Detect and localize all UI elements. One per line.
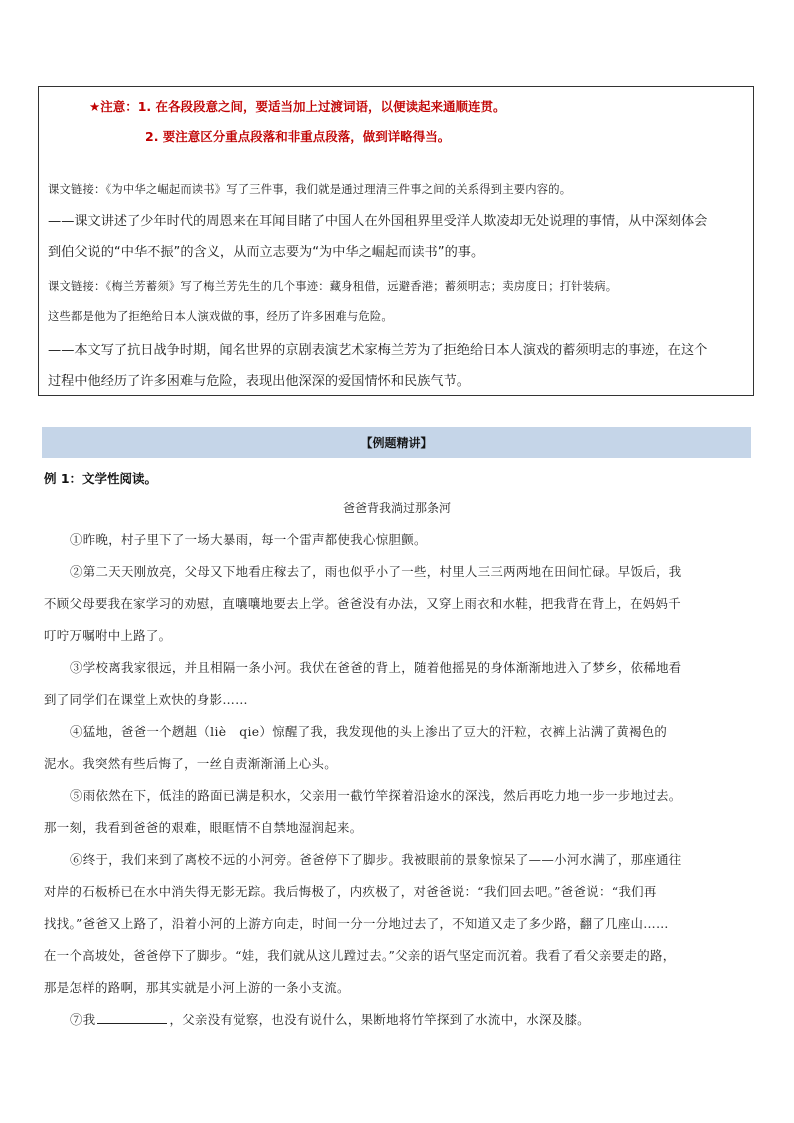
story-paragraph: 不顾父母要我在家学习的劝慰，直嚷嚷地要去上学。爸爸没有办法，又穿上雨衣和水鞋，把我背在背上，在妈妈千: [44, 596, 682, 611]
notes-box: [38, 86, 754, 396]
story-paragraph: ⑤雨依然在下，低洼的路面已满是积水，父亲用一截竹竿探着沿途水的深浅，然后再吃力地一步一步地过去。: [70, 788, 682, 803]
example-label: 例 1：文学性阅读。: [44, 471, 158, 486]
section-header: 【例题精讲】: [42, 427, 751, 458]
story-paragraph: ①昨晚，村子里下了一场大暴雨，每一个雷声都使我心惊胆颤。: [70, 532, 427, 547]
story-paragraph: ④猛地，爸爸一个趔趄（liè qie）惊醒了我，我发现他的头上渗出了豆大的汗粒，衣裤上沾满了黄褐色的: [70, 724, 668, 739]
story-paragraph: ③学校离我家很远，并且相隔一条小河。我伏在爸爸的背上，随着他摇晃的身体渐渐地进入了梦乡，依稀地看: [70, 660, 682, 675]
story-paragraph: 那是怎样的路啊，那其实就是小河上游的一条小支流。: [44, 980, 350, 995]
story-paragraph: 对岸的石板桥已在水中消失得无影无踪。我后悔极了，内疚极了，对爸爸说：“我们回去吧。”爸爸说：“我们再: [44, 884, 657, 899]
box-line: 课文链接：《为中华之崛起而读书》写了三件事，我们就是通过理清三件事之间的关系得到主要内容的。: [48, 183, 572, 196]
story-paragraph: 到了同学们在课堂上欢快的身影……: [44, 692, 248, 707]
story-paragraph: ⑥终于，我们来到了离校不远的小河旁。爸爸停下了脚步。我被眼前的景象惊呆了——小河水满了，那座通往: [70, 852, 682, 867]
box-line: ——课文讲述了少年时代的周恩来在耳闻目睹了中国人在外国租界里受洋人欺凌却无处说理的事情，从中深刻体会: [48, 214, 708, 229]
story-paragraph: 在一个高坡处，爸爸停下了脚步。“娃，我们就从这儿蹚过去。”父亲的语气坚定而沉着。我看了看父亲要走的路，: [44, 948, 676, 963]
paragraph-text: ，父亲没有觉察，也没有说什么，果断地将竹竿探到了水流中，水深及膝。: [169, 1012, 590, 1027]
story-paragraph: ②第二天天刚放亮，父母又下地看庄稼去了，雨也似乎小了一些，村里人三三两两地在田间忙碌。早饭后，我: [70, 564, 682, 579]
box-line: 课文链接：《梅兰芳蓄须》写了梅兰芳先生的几个事迹：藏身租借，远避香港；蓄须明志；卖房度日；打针装病。: [48, 280, 618, 293]
paragraph-text: ⑦我: [70, 1012, 96, 1027]
story-paragraph-last: [70, 1010, 590, 1028]
box-line: 这些都是他为了拒绝给日本人演戏做的事，经历了许多困难与危险。: [48, 310, 393, 323]
story-paragraph: 那一刻，我看到爸爸的艰难，眼眶情不自禁地湿润起来。: [44, 820, 363, 835]
box-line: 到伯父说的“中华不振”的含义，从而立志要为“为中华之崛起而读书”的事。: [48, 245, 485, 260]
note-line-2: 2. 要注意区分重点段落和非重点段落，做到详略得当。: [145, 129, 451, 144]
story-title: 爸爸背我淌过那条河: [342, 501, 451, 515]
note-line-1: ★注意：1. 在各段段意之间，要适当加上过渡词语，以便读起来通顺连贯。: [89, 99, 506, 114]
box-line: ——本文写了抗日战争时期，闻名世界的京剧表演艺术家梅兰芳为了拒绝给日本人演戏的蓄须明志的事迹，在这个: [48, 343, 708, 358]
box-line: 过程中他经历了许多困难与危险，表现出他深深的爱国情怀和民族气节。: [48, 374, 470, 389]
story-paragraph: 叮咛万嘱咐中上路了。: [44, 628, 172, 643]
story-paragraph: 泥水。我突然有些后悔了，一丝自责渐渐涌上心头。: [44, 756, 338, 771]
answer-blank[interactable]: [97, 1011, 167, 1024]
story-paragraph: 找找。”爸爸又上路了，沿着小河的上游方向走，时间一分一分地过去了，不知道又走了多少路，翻了几座山……: [44, 916, 669, 931]
